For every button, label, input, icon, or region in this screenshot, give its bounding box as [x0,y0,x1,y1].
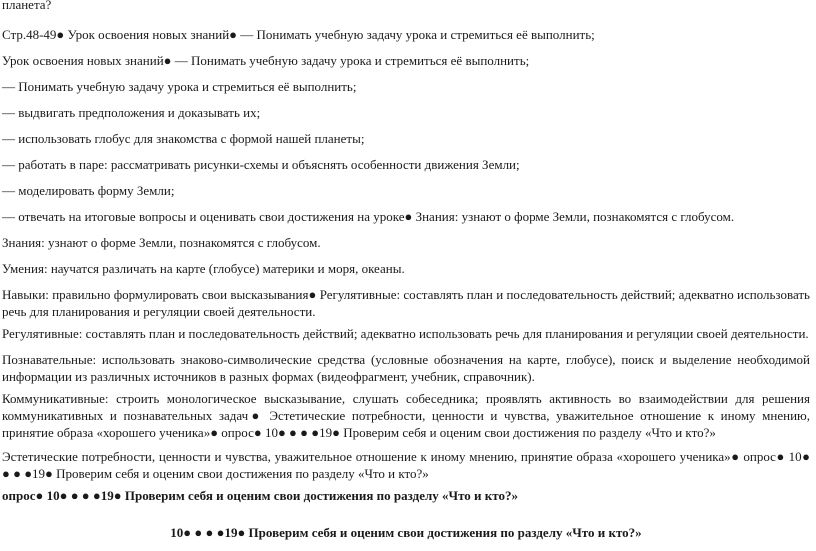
objective-item: — отвечать на итоговые вопросы и оценивать свои достижения на уроке● Знания: узнают о форме Земли, познакомятся с глобусом. [2,209,735,224]
objective-item: — работать в паре: рассматривать рисунки-схемы и объяснять особенности движения Земли; [2,157,520,172]
line-planeta: планета? [2,0,52,12]
objective-item: — использовать глобус для знакомства с формой нашей планеты; [2,131,365,146]
skills-paragraph: Навыки: правильно формулировать свои высказывания● Регулятивные: составлять план и последовательность действий; адекватно использовать речь для планирования и регуляции своей деятельности. [2,287,810,319]
self-check-line: 10● ● ● ●19● Проверим себя и оценим свои достижения по разделу «Что и кто?» [170,525,642,540]
lesson-type-line: Урок освоения новых знаний● — Понимать учебную задачу урока и стремиться её выполнить; [2,53,530,68]
communicative-paragraph: Коммуникативные: строить монологическое высказывание, слушать собеседника; проявлять активность во взаимодействии для решения коммуникативных и познавательных задач● Эстетические потребности, ценности и чувства, уважительное отношение к иному мнению, принятие образа «хорошего ученика»● опрос● 10● ● ● ●19● Проверим себя и оценим свои достижения по разделу «Что и кто?» [2,391,810,440]
page-reference-line: Стр.48-49● Урок освоения новых знаний● — Понимать учебную задачу урока и стремиться её выполнить; [2,27,595,42]
objective-item: — моделировать форму Земли; [2,183,175,198]
aesthetic-paragraph: Эстетические потребности, ценности и чувства, уважительное отношение к иному мнению, принятие образа «хорошего ученика»● опрос● 10● ● ● ●19● Проверим себя и оценим свои достижения по разделу «Что и кто?» [2,449,810,481]
knowledge-line: Знания: узнают о форме Земли, познакомятся с глобусом. [2,235,321,250]
cognitive-paragraph: Познавательные: использовать знаково-символические средства (условные обозначения на карте, глобусе), поиск и выделение необходимой информации из различных источников в разных формах (видеофрагмент, учебник, справочник). [2,352,810,384]
objective-item: — выдвигать предположения и доказывать их; [2,105,261,120]
survey-line: опрос● 10● ● ● ●19● Проверим себя и оценим свои достижения по разделу «Что и кто?» [2,488,518,503]
objective-item: — Понимать учебную задачу урока и стремиться её выполнить; [2,79,357,94]
abilities-line: Умения: научатся различать на карте (глобусе) материки и моря, океаны. [2,261,405,276]
regulatory-line: Регулятивные: составлять план и последовательность действий; адекватно использовать речь для планирования и регуляции своей деятельности. [2,326,809,341]
